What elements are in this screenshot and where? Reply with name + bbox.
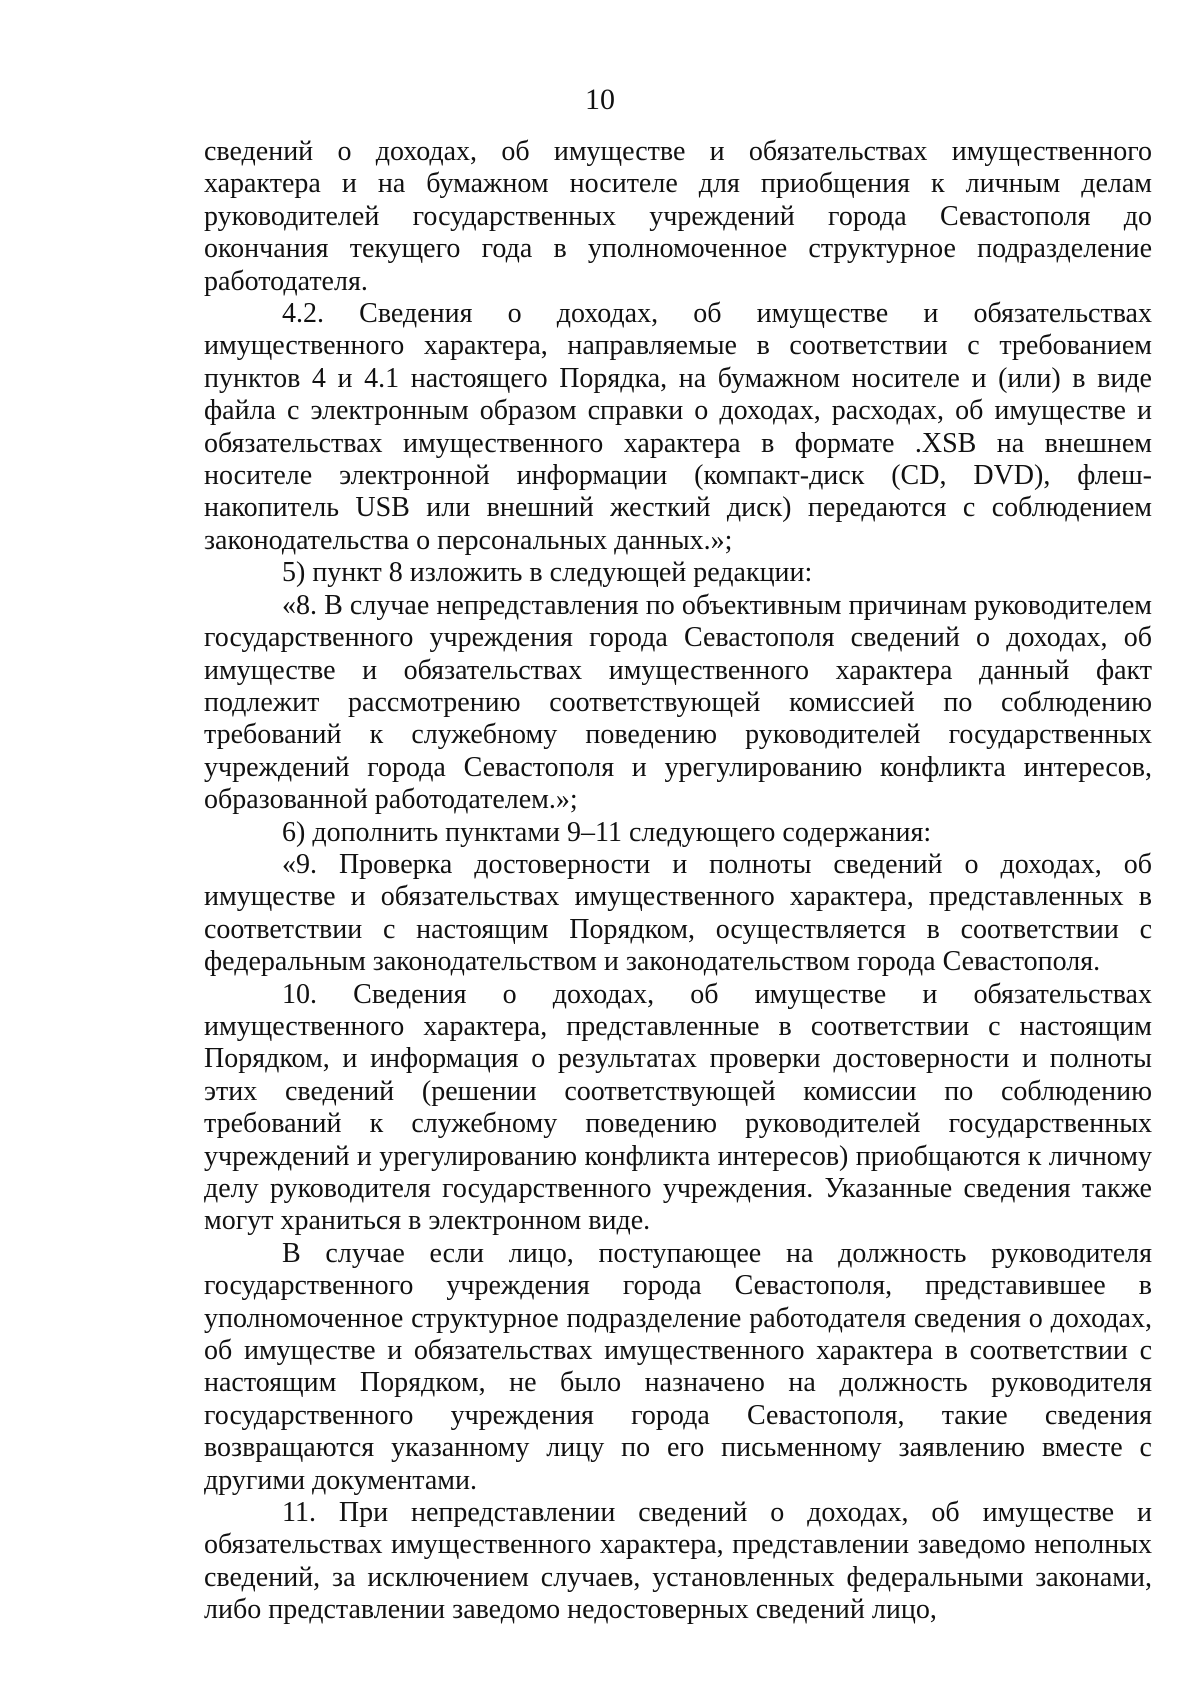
paragraph-11: 11. При непредставлении сведений о доходах, об имуществе и обязательствах имущественного характера, представлении заведомо неполных сведений, за исключением случаев, установленных федеральными законами, либо представлении заведомо недостоверных сведений лицо, bbox=[204, 1497, 1152, 1626]
paragraph-amendment-6: 6) дополнить пунктами 9–11 следующего содержания: bbox=[282, 816, 932, 848]
paragraph-4-2: 4.2. Сведения о доходах, об имуществе и обязательствах имущественного характера, направляемые в соответствии с требованием пунктов 4 и 4.1 настоящего Порядка, на бумажном носителе и (или) в виде файла с электронным образом справки о доходах, расходах, об имуществе и обязательствах имущественного характера в формате .XSB на внешнем носителе электронной информации (компакт-диск (CD, DVD), флеш-накопитель USB или внешний жесткий диск) передаются с соблюдением законодательства о персональных данных.»; bbox=[204, 298, 1152, 556]
page-number: 10 bbox=[585, 83, 615, 116]
paragraph-9: «9. Проверка достоверности и полноты сведений о доходах, об имуществе и обязательствах имущественного характера, представленных в соответствии с настоящим Порядком, осуществляется в соответствии с федеральным законодательством и законодательством города Севастополя. bbox=[204, 848, 1152, 978]
paragraph-amendment-5: 5) пункт 8 изложить в следующей редакции: bbox=[282, 557, 813, 589]
paragraph-8: «8. В случае непредставления по объективным причинам руководителем государственного учреждения города Севастополя сведений о доходах, об имуществе и обязательствах имущественного характера данный факт подлежит рассмотрению соответствующей комиссией по соблюдению требований к служебному поведению руководителей государственных учреждений города Севастополя и урегулированию конфликта интересов, образованной работодателем.»; bbox=[204, 589, 1152, 816]
paragraph-10-second: В случае если лицо, поступающее на должность руководителя государственного учреждения города Севастополя, представившее в уполномоченное структурное подразделение работодателя сведения о доходах, об имуществе и обязательствах имущественного характера в соответствии с настоящим Порядком, не было назначено на должность руководителя государственного учреждения города Севастополя, такие сведения возвращаются указанному лицу по его письменному заявлению вместе с другими документами. bbox=[204, 1237, 1152, 1496]
paragraph-10: 10. Сведения о доходах, об имуществе и обязательствах имущественного характера, представленные в соответствии с настоящим Порядком, и информация о результатах проверки достоверности и полноты этих сведений (решении соответствующей комиссии по соблюдению требований к служебному поведению руководителей государственных учреждений и урегулированию конфликта интересов) приобщаются к личному делу руководителя государственного учреждения. Указанные сведения также могут храниться в электронном виде. bbox=[204, 978, 1152, 1237]
document-body bbox=[204, 136, 1152, 1627]
paragraph-continuation: сведений о доходах, об имуществе и обязательствах имущественного характера и на бумажном носителе для приобщения к личным делам руководителей государственных учреждений города Севастополя до окончания текущего года в уполномоченное структурное подразделение работодателя. bbox=[204, 136, 1152, 297]
